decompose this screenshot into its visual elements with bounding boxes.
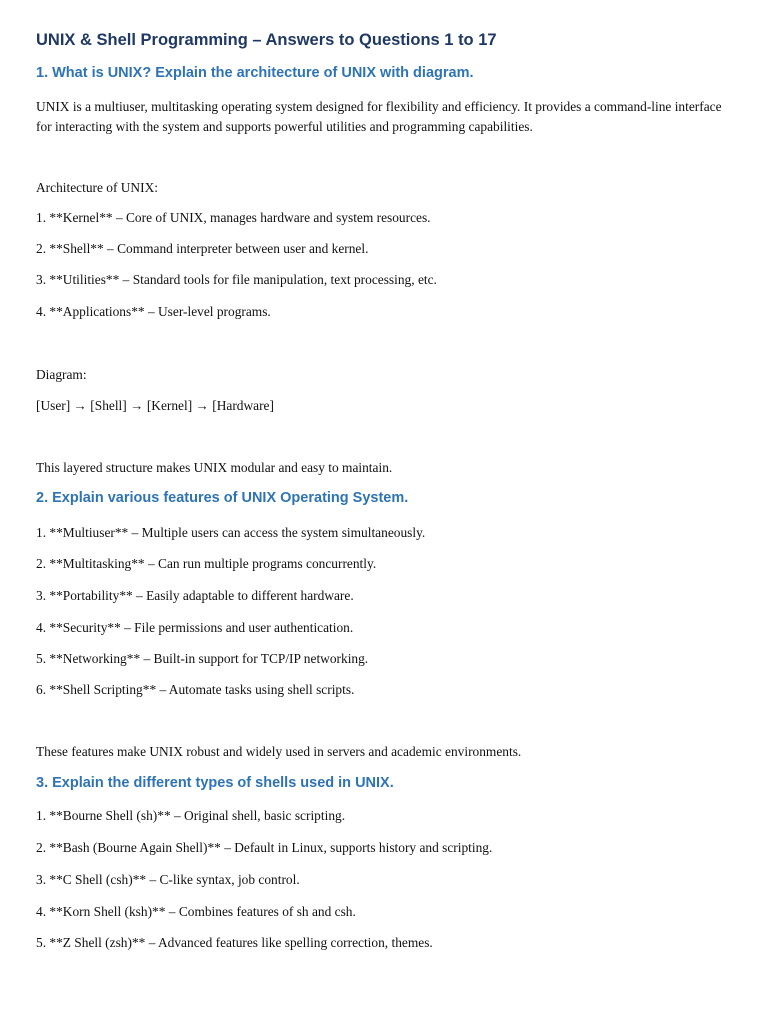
q2-list-item: 4. **Security** – File permissions and user authentication.: [36, 620, 354, 635]
q3-list-item: 5. **Z Shell (zsh)** – Advanced features like spelling correction, themes.: [36, 935, 433, 950]
q1-intro-paragraph: UNIX is a multiuser, multitasking operating system designed for flexibility and efficiency. It provides a command-line interface for interacting with the system and supports powerful utilities and programming capabilities.: [36, 99, 722, 134]
q2-conclusion: These features make UNIX robust and widely used in servers and academic environments.: [36, 744, 522, 759]
q1-list-item: 1. **Kernel** – Core of UNIX, manages hardware and system resources.: [36, 210, 431, 225]
document-title: UNIX & Shell Programming – Answers to Questions 1 to 17: [36, 31, 497, 49]
q2-list-item: 5. **Networking** – Built-in support for TCP/IP networking.: [36, 651, 369, 666]
q1-diagram-text: [User] → [Shell] → [Kernel] → [Hardware]: [36, 398, 274, 413]
q2-heading: 2. Explain various features of UNIX Operating System.: [36, 490, 409, 506]
q2-list-item: 2. **Multitasking** – Can run multiple programs concurrently.: [36, 556, 377, 571]
q1-conclusion: This layered structure makes UNIX modular and easy to maintain.: [36, 460, 393, 475]
q3-list-item: 3. **C Shell (csh)** – C-like syntax, job control.: [36, 872, 300, 887]
q3-list-item: 4. **Korn Shell (ksh)** – Combines features of sh and csh.: [36, 904, 356, 919]
q2-list-item: 6. **Shell Scripting** – Automate tasks using shell scripts.: [36, 682, 355, 697]
q3-list-item: 1. **Bourne Shell (sh)** – Original shell, basic scripting.: [36, 808, 346, 823]
q1-heading: 1. What is UNIX? Explain the architecture of UNIX with diagram.: [36, 65, 474, 81]
q1-list-item: 3. **Utilities** – Standard tools for file manipulation, text processing, etc.: [36, 272, 437, 287]
q1-architecture-label: Architecture of UNIX:: [36, 180, 158, 195]
q2-list-item: 1. **Multiuser** – Multiple users can access the system simultaneously.: [36, 525, 426, 540]
q1-list-item: 4. **Applications** – User-level programs.: [36, 304, 271, 319]
q1-diagram-label: Diagram:: [36, 367, 87, 382]
q1-list-item: 2. **Shell** – Command interpreter between user and kernel.: [36, 241, 369, 256]
q2-list-item: 3. **Portability** – Easily adaptable to different hardware.: [36, 588, 354, 603]
q3-heading: 3. Explain the different types of shells used in UNIX.: [36, 775, 394, 791]
q3-list-item: 2. **Bash (Bourne Again Shell)** – Default in Linux, supports history and scripting.: [36, 840, 493, 855]
